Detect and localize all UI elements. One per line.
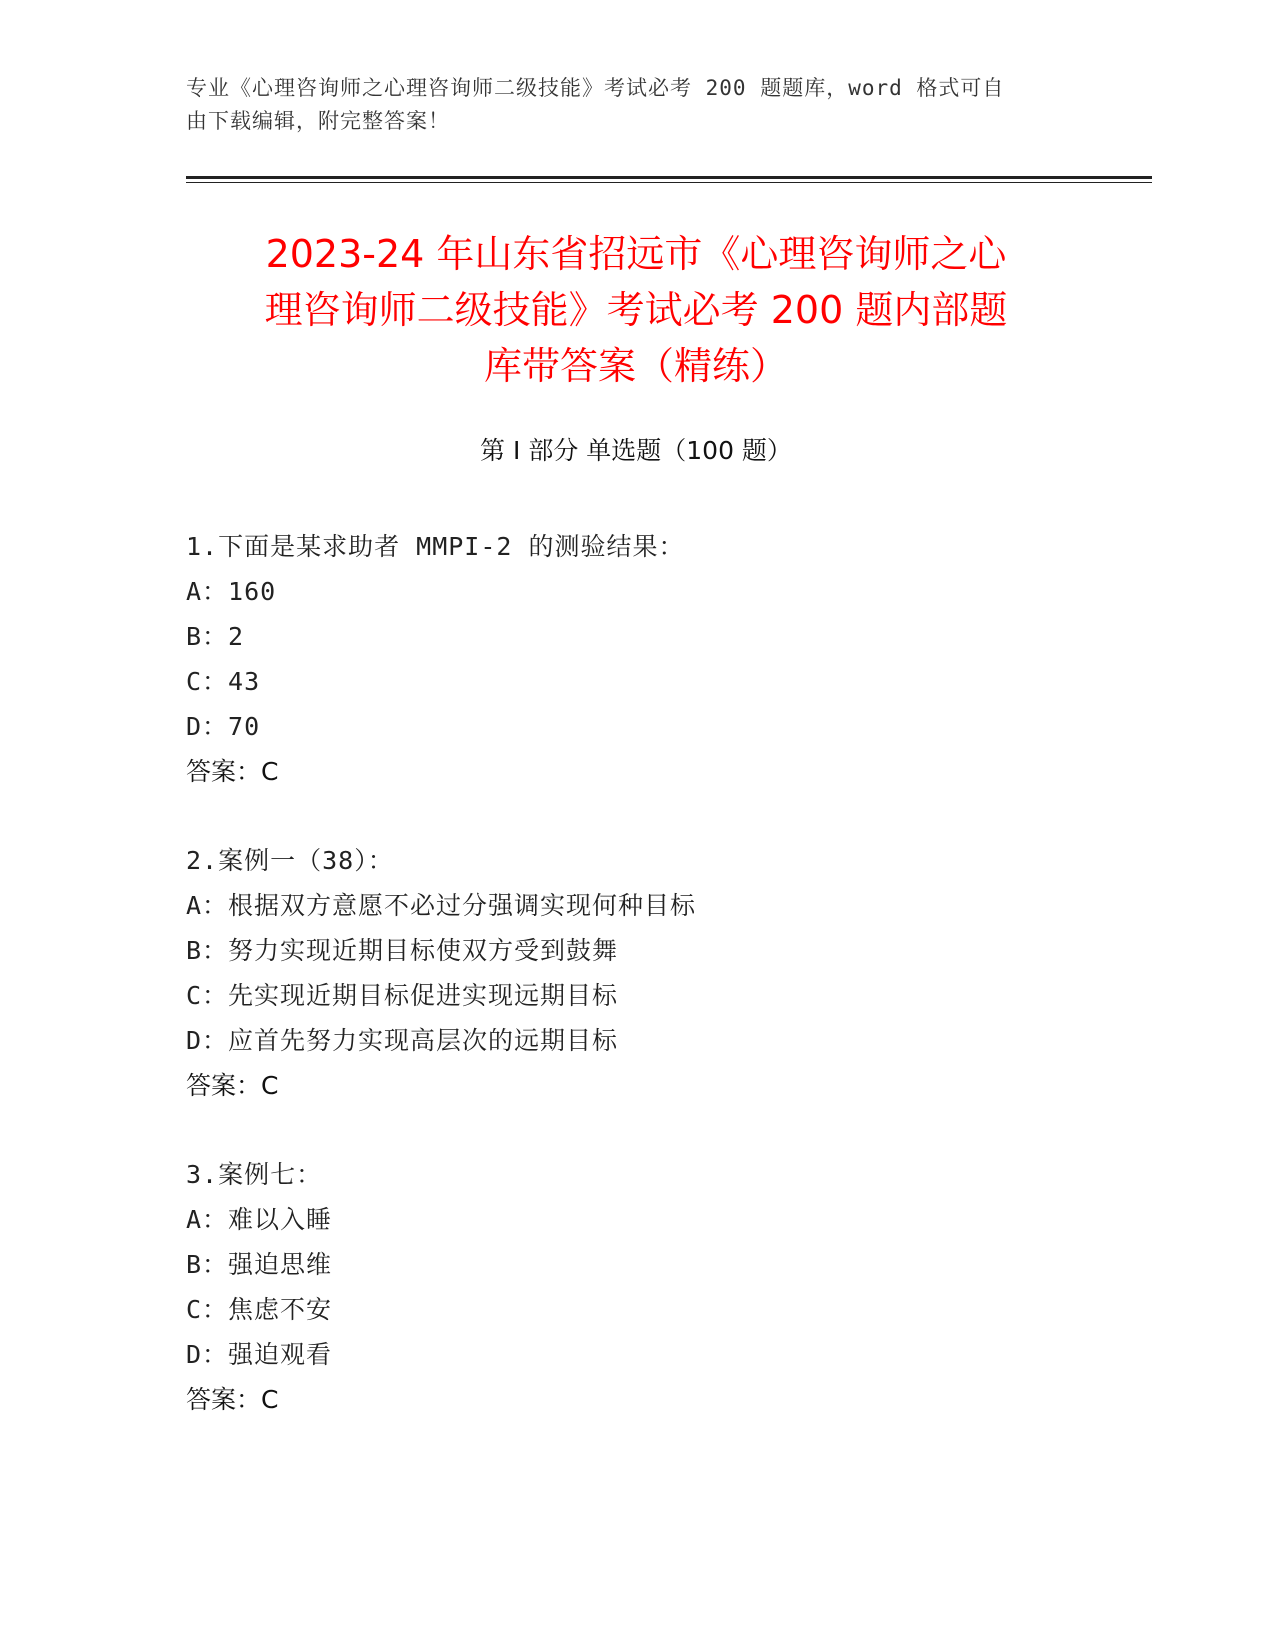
question-3 bbox=[186, 1153, 1086, 1423]
intro-text bbox=[186, 72, 1086, 138]
document-title bbox=[186, 226, 1086, 394]
question-1 bbox=[186, 525, 1086, 795]
option-b: B：强迫思维 bbox=[186, 1250, 333, 1279]
header-divider-thick bbox=[186, 176, 1152, 179]
option-c: C：43 bbox=[186, 667, 261, 696]
header-divider-thin bbox=[186, 182, 1152, 183]
intro-line-1: 专业《心理咨询师之心理咨询师二级技能》考试必考 200 题题库，word 格式可自 bbox=[186, 76, 1005, 100]
answer: 答案：C bbox=[186, 1385, 279, 1414]
option-a: A：根据双方意愿不必过分强调实现何种目标 bbox=[186, 891, 697, 920]
title-line-2: 理咨询师二级技能》考试必考 200 题内部题 bbox=[264, 288, 1008, 332]
option-d: D：强迫观看 bbox=[186, 1340, 333, 1369]
question-stem: 1.下面是某求助者 MMPI-2 的测验结果： bbox=[186, 532, 685, 561]
option-b: B：努力实现近期目标使双方受到鼓舞 bbox=[186, 936, 619, 965]
option-b: B：2 bbox=[186, 622, 245, 651]
question-stem: 2.案例一（38）： bbox=[186, 846, 394, 875]
option-a: A：难以入睡 bbox=[186, 1205, 333, 1234]
question-2 bbox=[186, 839, 1086, 1109]
question-list bbox=[186, 525, 1086, 1467]
answer: 答案：C bbox=[186, 757, 279, 786]
answer: 答案：C bbox=[186, 1071, 279, 1100]
option-a: A：160 bbox=[186, 577, 277, 606]
option-d: D：70 bbox=[186, 712, 261, 741]
section-heading: 第 I 部分 单选题（100 题） bbox=[480, 436, 792, 465]
title-line-1: 2023-24 年山东省招远市《心理咨询师之心 bbox=[265, 232, 1007, 276]
intro-line-2: 由下载编辑，附完整答案！ bbox=[186, 109, 450, 133]
option-c: C：焦虑不安 bbox=[186, 1295, 333, 1324]
title-line-3: 库带答案（精练） bbox=[483, 344, 788, 388]
option-c: C：先实现近期目标促进实现远期目标 bbox=[186, 981, 619, 1010]
question-stem: 3.案例七： bbox=[186, 1160, 323, 1189]
option-d: D：应首先努力实现高层次的远期目标 bbox=[186, 1026, 619, 1055]
